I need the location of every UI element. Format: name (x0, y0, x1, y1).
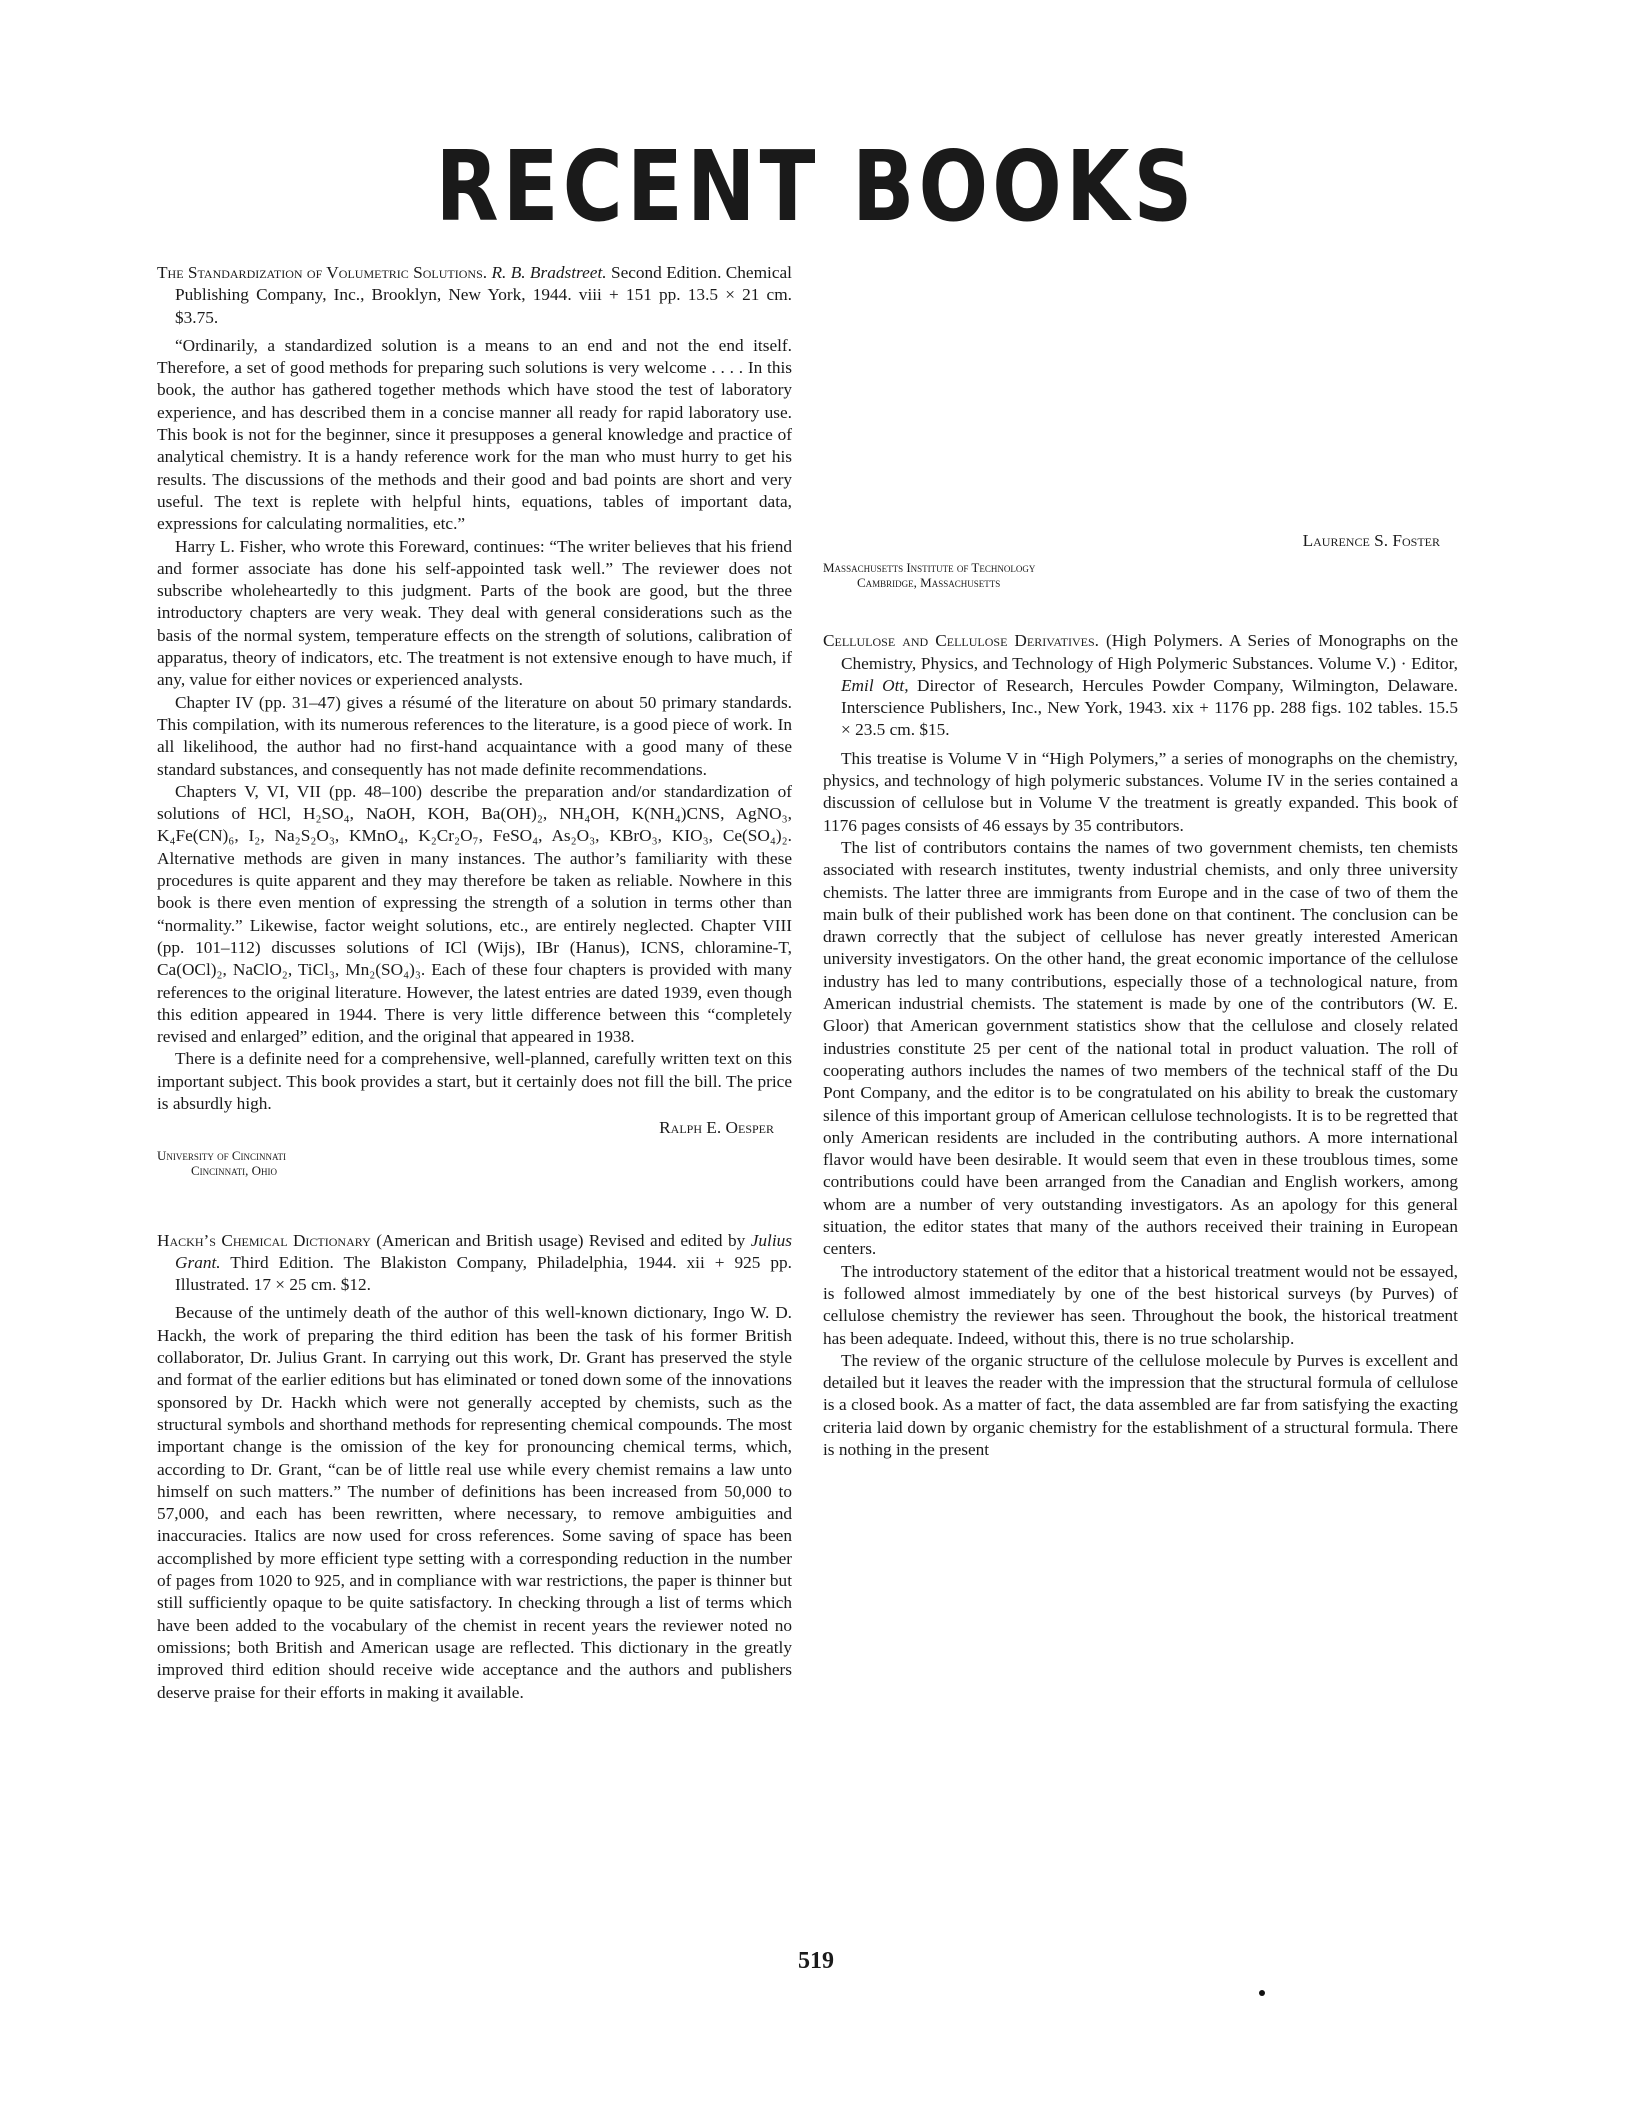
review-header (157, 1230, 792, 1297)
review-header (157, 262, 792, 329)
print-speck (1259, 1990, 1265, 1996)
review-hackh (157, 1230, 792, 1702)
reviewer-affiliation (157, 1148, 792, 1178)
book-title: Cellulose and Cellulose Derivatives. (823, 631, 1099, 651)
book-details-b: Third Edition. The Blakiston Company, Philadelphia, 1944. xii + 925 pp. Illustrated. 17 × 25 cm. $12. (175, 1252, 792, 1295)
book-author: R. B. Bradstreet. (491, 263, 607, 282)
book-details-a: (American and British usage) Revised and edited by (376, 1230, 746, 1250)
affiliation-location: Cincinnati, Ohio (191, 1162, 278, 1178)
book-editor: Julius Grant. (175, 1230, 792, 1272)
book-details: Second Edition. Chemical Publishing Company, Inc., Brooklyn, New York, 1944. viii + 151 pp. 13.5 × 21 cm. $3.75. (175, 263, 792, 327)
review-paragraph: The list of contributors contains the names of two government chemists, ten chemists associated with research institutes, twenty industrial chemists, and only three university chemists. The latter three are immigrants from Europe and in the case of two of them the main bulk of their published work has been done on that continent. The conclusion can be drawn correctly that the subject of cellulose has never greatly interested American university investigators. On the other hand, the great economic importance of the cellulose industry has led to many contributions, especially those of a technological nature, from American industrial chemists. The statement is made by one of the contributors (W. E. Gloor) that American government statistics show that the cellulose and closely related industries constitute 25 per cent of the national total in product valuation. The roll of cooperating authors includes the names of two members of the technical staff of the Du Pont Company, and the editor is to be congratulated on his ability to break the customary silence of this important group of American cellulose technologists. It is to be regretted that only American residents are included in the contributing authors. A more international flavor would have been desirable. It would seem that even in these troublous times, some contributions could have been arranged from the Canadian and English workers, among whom are a number of very outstanding investigators. As an apology for this general situation, the editor states that many of the authors received their training in European centers. (823, 837, 1458, 1259)
book-title: The Standardization of Volumetric Solutions. (157, 263, 488, 282)
review-paragraph: The introductory statement of the editor that a historical treatment would not be essayed, is followed almost immediately by one of the best historical surveys (by Purves) of cellulose chemistry the reviewer has seen. Throughout the book, the historical treatment has been adequate. Indeed, without this, there is no true scholarship. (823, 1261, 1458, 1348)
affiliation-institution: Massachusetts Institute of Technology (823, 560, 1036, 576)
review-paragraph: Because of the untimely death of the author of this well-known dictionary, Ingo W. D. Hackh, the work of preparing the third edition has been the task of his former British collaborator, Dr. Julius Grant. In carrying out this work, Dr. Grant has preserved the style and format of the earlier editions but has eliminated or toned down some of the innovations sponsored by Dr. Hackh which were not generally accepted by chemists, such as the structural symbols and shorthand methods for representing chemical compounds. The most important change is the omission of the key for pronouncing chemical terms, which, according to Dr. Grant, “can be of little real use while every chemist remains a law unto himself on such matters.” The number of definitions has been increased from 50,000 to 57,000, and each has been rewritten, where necessary, to remove ambiguities and inaccuracies. Italics are now used for cross references. Some saving of space has been accomplished by more efficient type setting with a corresponding reduction in the number of pages from 1020 to 925, and in compliance with war restrictions, the paper is thinner but still sufficiently opaque to be quite satisfactory. In checking through a list of terms which have been added to the vocabulary of the chemist in recent years the reviewer noted no omissions; both British and American usage are reflected. This dictionary in the greatly improved third edition should receive wide acceptance and the authors and publishers deserve praise for their efforts in making it available. (157, 1303, 792, 1702)
review-standardization (157, 262, 792, 1178)
book-details-a: (High Polymers. A Series of Monographs on the Chemistry, Physics, and Technology of High Polymeric Substances. Volume V.) · Editor, (841, 631, 1458, 673)
right-column (823, 262, 1458, 1461)
left-column (157, 262, 792, 1702)
affiliation-institution: University of Cincinnati (157, 1147, 287, 1163)
page-number: 519 (798, 1948, 834, 1974)
review-paragraph: “Ordinarily, a standardized solution is a means to an end and not the end itself. Therefore, a set of good methods for preparing such solutions is very welcome . . . . In this book, the author has gathered together methods which have stood the test of laboratory experience, and has described them in a concise manner all ready for rapid laboratory use. This book is not for the beginner, since it presupposes a general knowledge and practice of analytical chemistry. It is a handy reference work for the man who must hurry to get his results. The discussions of the methods and their good and bad points are short and very useful. The text is replete with helpful hints, equations, tables of important data, expressions for calculating normalities, etc.” (157, 335, 792, 534)
reviewer-name: Laurence S. Foster (1302, 531, 1440, 550)
review-cellulose (823, 630, 1458, 1461)
book-title: Hackh’s Chemical Dictionary (157, 1230, 371, 1250)
reviewer-name: Ralph E. Oesper (659, 1118, 774, 1138)
review-paragraph: This treatise is Volume V in “High Polymers,” a series of monographs on the chemistry, physics, and technology of high polymeric substances. Volume IV in the series contained a discussion of cellulose but in Volume V the treatment is greatly expanded. This book of 1176 pages consists of 46 essays by 35 contributors. (823, 748, 1458, 835)
book-details-b: Director of Research, Hercules Powder Company, Wilmington, Delaware. Interscience Publishers, Inc., New York, 1943. xix + 1176 pp. 288 figs. 102 tables. 15.5 × 23.5 cm. $15. (841, 675, 1458, 740)
review-paragraph: Harry L. Fisher, who wrote this Foreward, continues: “The writer believes that his friend and former associate has done his self-appointed task well.” The reviewer does not subscribe wholeheartedly to this judgment. Parts of the book are good, but the three introductory chapters are very weak. They deal with general considerations such as the basis of the normal system, temperature effects on the strength of solutions, calibration of apparatus, theory of indicators, etc. The treatment is not extensive enough to have much, if any, value for either novices or experienced analysts. (157, 536, 792, 690)
reviewer-affiliation (823, 560, 1458, 590)
book-editor: Emil Ott, (841, 675, 909, 695)
affiliation-location: Cambridge, Massachusetts (857, 575, 1001, 591)
page-title: RECENT BOOKS (435, 131, 1197, 244)
review-paragraph: There is a definite need for a comprehensive, well-planned, carefully written text on this important subject. This book provides a start, but it certainly does not fill the bill. The price is absurdly high. (157, 1049, 792, 1113)
review-paragraph: The review of the organic structure of the cellulose molecule by Purves is excellent and detailed but it leaves the reader with the impression that the structural formula of cellulose is a closed book. As a matter of fact, the data assembled are far from satisfying the exacting criteria laid down by organic chemistry for the establishment of a structural formula. There is nothing in the present (823, 1350, 1458, 1459)
review-hackh-continued (823, 530, 1458, 590)
review-separator (823, 590, 1458, 630)
review-separator (157, 1178, 792, 1230)
review-paragraph: Chapters V, VI, VII (pp. 48–100) describe the preparation and/or standardization of solutions of HCl, H₂SO₄, NaOH, KOH, Ba(OH)₂, NH₄OH, K(NH₄)CNS, AgNO₃, K₄Fe(CN)₆, I₂, Na₂S₂O₃, KMnO₄, K₂Cr₂O₇, FeSO₄, As₂O₃, KBrO₃, KIO₃, Ce(SO₄)₂. Alternative methods are given in many instances. The author’s familiarity with these procedures is quite apparent and they may therefore be taken as reliable. Nowhere in this book is there even mention of expressing the strength of a solution in terms other than “normality.” Likewise, factor weight solutions, etc., are entirely neglected. Chapter VIII (pp. 101–112) discusses solutions of ICl (Wijs), IBr (Hanus), ICNS, chloramine-T, Ca(OCl)₂, NaClO₂, TiCl₃, Mn₂(SO₄)₃. Each of these four chapters is provided with many references to the original literature. However, the latest entries are dated 1939, even though this edition appeared in 1944. There is very little difference between this “completely revised and enlarged” edition, and the original that appeared in 1938. (157, 781, 792, 1047)
review-header (823, 630, 1458, 741)
review-paragraph: Chapter IV (pp. 31–47) gives a résumé of the literature on about 50 primary standards. This compilation, with its numerous references to the literature, is a good piece of work. In all likelihood, the author had no first-hand acquaintance with a good many of these standard substances, and consequently has not made definite recommendations. (157, 692, 792, 779)
